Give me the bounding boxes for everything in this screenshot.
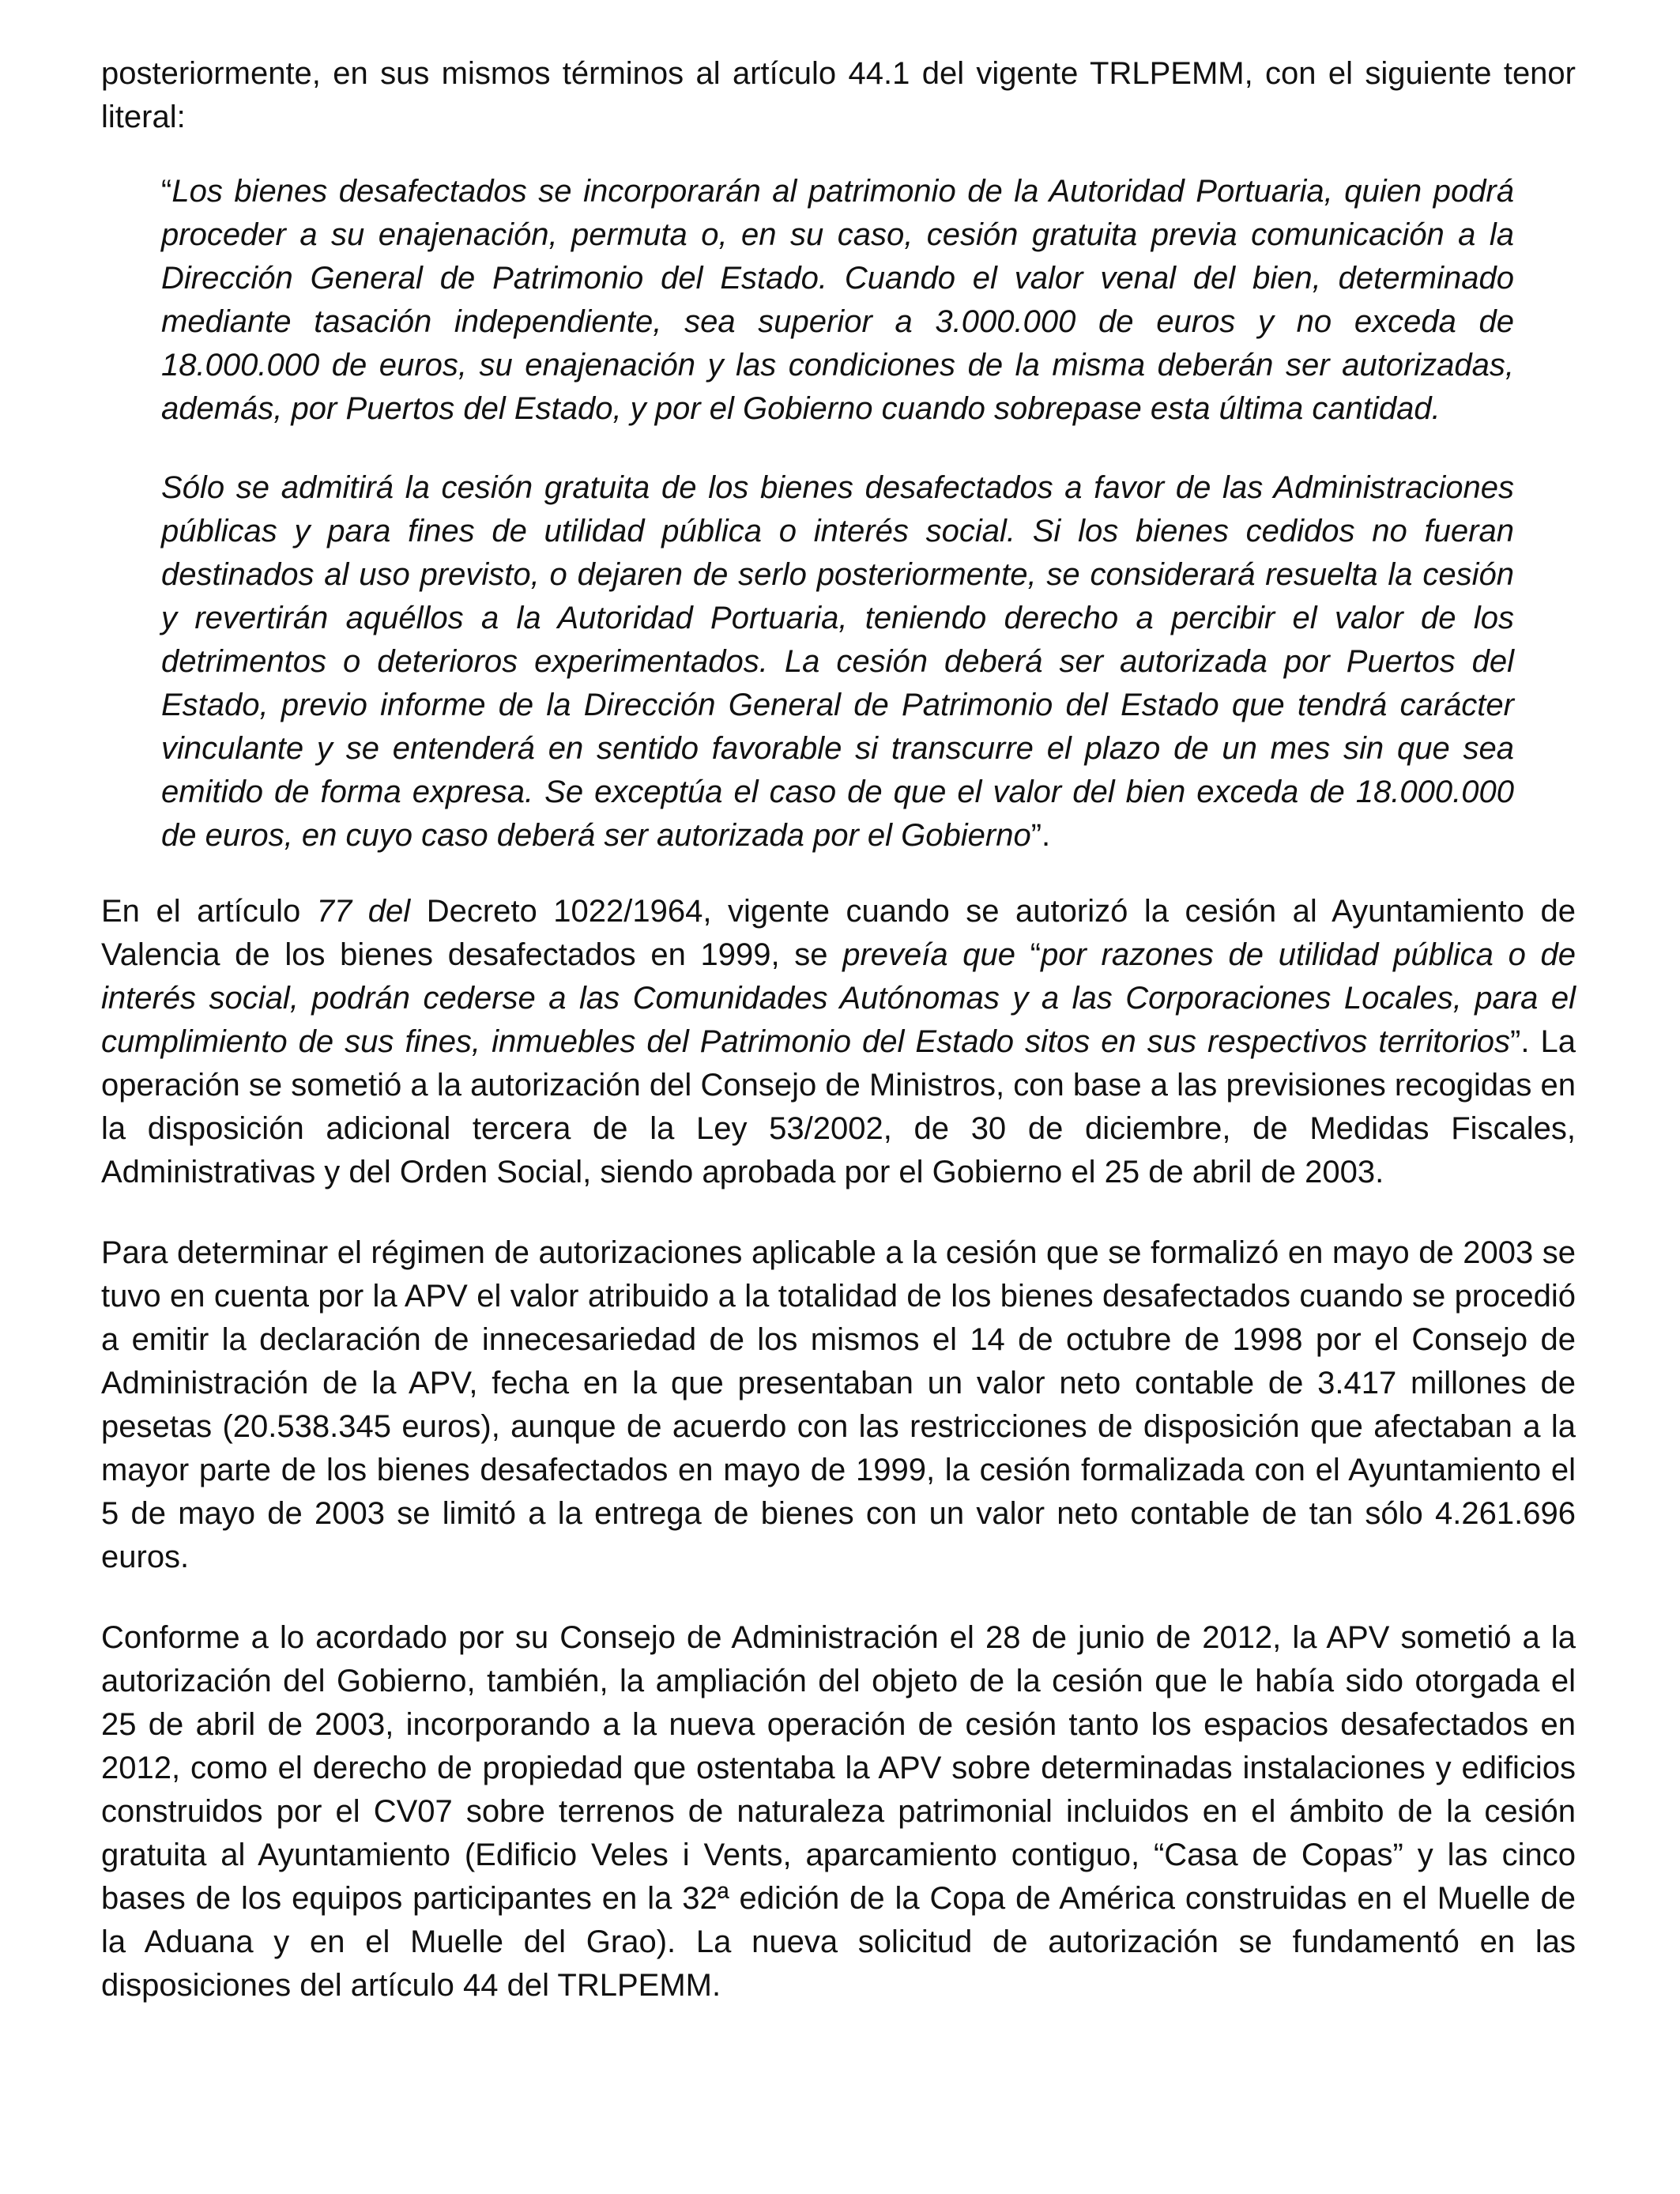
- quote-text-2: Sólo se admitirá la cesión gratuita de los bienes desafectados a favor de las Administraciones públicas y para fines de utilidad pública o interés social. Si los bienes cedidos no fueran destinados al uso previsto, o dejaren de serlo posteriormente, se considerará resuelta la cesión y revertirán aquéllos a la Autoridad Portuaria, teniendo derecho a percibir el valor de los detrimentos o deterioros experimentados. La cesión deberá ser autorizada por Puertos del Estado, previo informe de la Dirección General de Patrimonio del Estado que tendrá carácter vinculante y se entenderá en sentido favorable si transcurre el plazo de un mes sin que sea emitido de forma expresa. Se exceptúa el caso de que el valor del bien exceda de 18.000.000 de euros, en cuyo caso deberá ser autorizada por el Gobierno: [161, 470, 1514, 853]
- quote-open-mark: “: [161, 174, 172, 209]
- quote-paragraph-1: [161, 170, 1514, 431]
- intro-paragraph: [101, 52, 1576, 139]
- decreto-text-g: ”. La operación se sometió a la autorización del Consejo de Ministros, con base a las previsiones recogidas en la disposición adicional tercera de la Ley 53/2002, de 30 de diciembre, de Medidas Fiscales, Administrativas y del Orden Social, siendo aprobada por el Gobierno el 25 de abril de 2003.: [101, 1024, 1576, 1189]
- decreto-text-e: “: [1015, 937, 1042, 972]
- conforme-text-a: Conforme a lo acordado por su Consejo de Administración el 28 de junio de 2012, la APV sometió a la autorización del Gobierno, también, la ampliación del objeto de la cesión que le había sido otorgada el 25 de abril de 2003, incorporando a la nueva operación de cesión tanto los espacios desafectados en 2012, como el derecho de propiedad que ostentaba la APV sobre determinadas instalaciones y edificios construidos por el CV07 sobre terrenos de naturaleza patrimonial incluidos en el ámbito de la cesión gratuita al Ayuntamiento (Edificio Veles i Vents, aparcamiento contiguo, “Casa de Copas” y las cinco bases de los equipos participantes en la 32: [101, 1620, 1576, 1916]
- quote-paragraph-2: [161, 466, 1514, 858]
- decreto-paragraph: [101, 890, 1576, 1194]
- intro-text: posteriormente, en sus mismos términos al artículo 44.1 del vigente TRLPEMM, con el siguiente tenor literal:: [101, 56, 1576, 134]
- decreto-text-b: 77 del: [316, 894, 411, 929]
- decreto-citation: por razones de utilidad pública o de interés social, podrán cederse a las Comunidades Autónomas y a las Corporaciones Locales, para el cumplimiento de sus fines, inmuebles del Patrimonio del Estado sitos en sus respectivos territorios: [101, 937, 1576, 1059]
- document-page: [101, 52, 1576, 2007]
- decreto-text-d: preveía que: [842, 937, 1016, 972]
- quote-text-1: Los bienes desafectados se incorporarán al patrimonio de la Autoridad Portuaria, quien podrá proceder a su enajenación, permuta o, en su caso, cesión gratuita previa comunicación a la Dirección General de Patrimonio del Estado. Cuando el valor venal del bien, determinado mediante tasación independiente, sea superior a 3.000.000 de euros y no exceda de 18.000.000 de euros, su enajenación y las condiciones de la misma deberán ser autorizadas, además, por Puertos del Estado, y por el Gobierno cuando sobrepase esta última cantidad.: [161, 174, 1514, 426]
- regimen-text: Para determinar el régimen de autorizaciones aplicable a la cesión que se formalizó en mayo de 2003 se tuvo en cuenta por la APV el valor atribuido a la totalidad de los bienes desafectados cuando se procedió a emitir la declaración de innecesariedad de los mismos el 14 de octubre de 1998 por el Consejo de Administración de la APV, fecha en la que presentaban un valor neto contable de 3.417 millones de pesetas (20.538.345 euros), aunque de acuerdo con las restricciones de disposición que afectaban a la mayor parte de los bienes desafectados en mayo de 1999, la cesión formalizada con el Ayuntamiento el 5 de mayo de 2003 se limitó a la entrega de bienes con un valor neto contable de tan sólo 4.261.696 euros.: [101, 1235, 1576, 1574]
- regimen-paragraph: [101, 1231, 1576, 1579]
- decreto-text-a: En el artículo: [101, 894, 317, 929]
- quote-close-mark: ”.: [1030, 818, 1051, 853]
- ordinal-mark: ª: [717, 1881, 729, 1916]
- conforme-paragraph: [101, 1616, 1576, 2007]
- conforme-text-b: edición de la Copa de América construidas en el Muelle de la Aduana y en el Muelle del Grao). La nueva solicitud de autorización se fundamentó en las disposiciones del artículo 44 del TRLPEMM.: [101, 1881, 1576, 2003]
- decreto-text-c: Decreto 1022/1964, vigente cuando se autorizó la cesión al Ayuntamiento de Valencia de los bienes desafectados en 1999, se: [101, 894, 1576, 972]
